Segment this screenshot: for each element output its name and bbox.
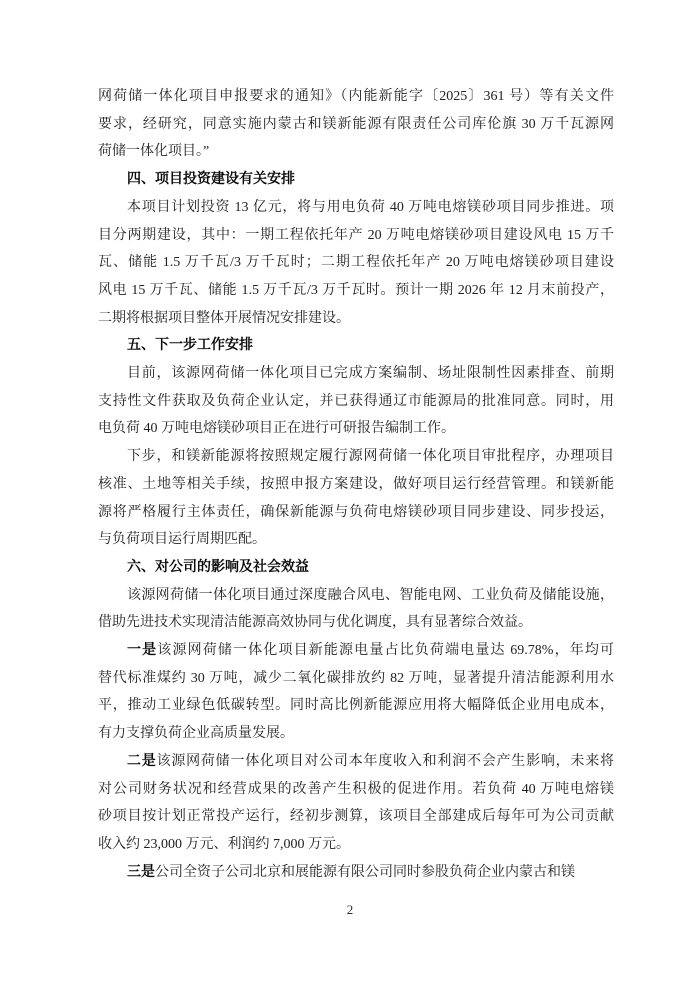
text-line: 二期将根据项目整体开展情况安排建设。 <box>98 310 350 326</box>
text-line: 借助先进技术实现清洁能源高效协同与优化调度，具有显著综合效益。 <box>98 615 532 631</box>
text-line: 目前，该源网荷储一体化项目已完成方案编制、场址限制性因素排查、前期 <box>127 366 614 382</box>
text-line: 瓦、储能 1.5 万千瓦/3 万千瓦时；二期工程依托年产 20 万吨电熔镁砂项目建设 <box>98 255 614 271</box>
text-line: 核准、土地等相关手续，按照申报方案建设，做好项目运行经营管理。和镁新能 <box>98 476 614 492</box>
text-line: 电负荷 40 万吨电熔镁砂项目正在进行可研报告编制工作。 <box>98 421 455 437</box>
text-line: 支持性文件获取及负荷企业认定，并已获得通辽市能源局的批准同意。同时，用 <box>98 393 614 409</box>
text-column <box>98 83 614 886</box>
section-heading: 五、下一步工作安排 <box>127 338 253 354</box>
section-heading: 六、对公司的影响及社会效益 <box>127 559 309 575</box>
text-line: 源将严格履行主体责任，确保新能源与负荷电熔镁砂项目同步建设、同步投运， <box>98 504 614 520</box>
text-line: 目分两期建设，其中：一期工程依托年产 20 万吨电熔镁砂项目建设风电 15 万千 <box>98 227 614 243</box>
text-line: 该源网荷储一体化项目通过深度融合风电、智能电网、工业负荷及储能设施， <box>127 587 614 603</box>
bold-lead: 二是 <box>127 753 157 769</box>
text-line: 三是公司全资子公司北京和展能源有限公司同时参股负荷企业内蒙古和镁 <box>127 864 575 880</box>
text-line: 要求，经研究，同意实施内蒙古和镁新能源有限责任公司库伦旗 30 万千瓦源网 <box>98 116 614 132</box>
bold-lead: 三是 <box>127 864 155 880</box>
text-line: 一是该源网荷储一体化项目新能源电量占比负荷端电量达 69.78%，年均可 <box>127 643 614 659</box>
text-line: 砂项目按计划正常投产运行，经初步测算，该项目全部建成后每年可为公司贡献 <box>98 809 614 825</box>
text-line: 荷储一体化项目。” <box>98 144 210 160</box>
text-line: 有力支撑负荷企业高质量发展。 <box>98 726 294 742</box>
text-line: 平，推动工业绿色低碳转型。同时高比例新能源应用将大幅降低企业用电成本， <box>98 698 614 714</box>
text-line: 本项目计划投资 13 亿元，将与用电负荷 40 万吨电熔镁砂项目同步推进。项 <box>127 199 614 215</box>
text-line: 与负荷项目运行周期匹配。 <box>98 532 266 548</box>
text-line: 收入约 23,000 万元、利润约 7,000 万元。 <box>98 836 350 852</box>
section-heading: 四、项目投资建设有关安排 <box>127 172 295 188</box>
text-line: 替代标准煤约 30 万吨，减少二氧化碳排放约 82 万吨，显著提升清洁能源利用水 <box>98 670 614 686</box>
text-line: 风电 15 万千瓦、储能 1.5 万千瓦/3 万千瓦时。预计一期 2026 年 12 月末前投产， <box>98 282 614 298</box>
text-line: 二是该源网荷储一体化项目对公司本年度收入和利润不会产生影响，未来将 <box>127 753 614 769</box>
bold-lead: 一是 <box>127 643 158 659</box>
text-line: 下步，和镁新能源将按照规定履行源网荷储一体化项目审批程序，办理项目 <box>127 449 614 465</box>
page-number: 2 <box>346 902 354 917</box>
text-line: 对公司财务状况和经营成果的改善产生积极的促进作用。若负荷 40 万吨电熔镁 <box>98 781 614 797</box>
text-line: 网荷储一体化项目申报要求的通知》（内能新能字〔2025〕361 号）等有关文件 <box>98 89 614 104</box>
